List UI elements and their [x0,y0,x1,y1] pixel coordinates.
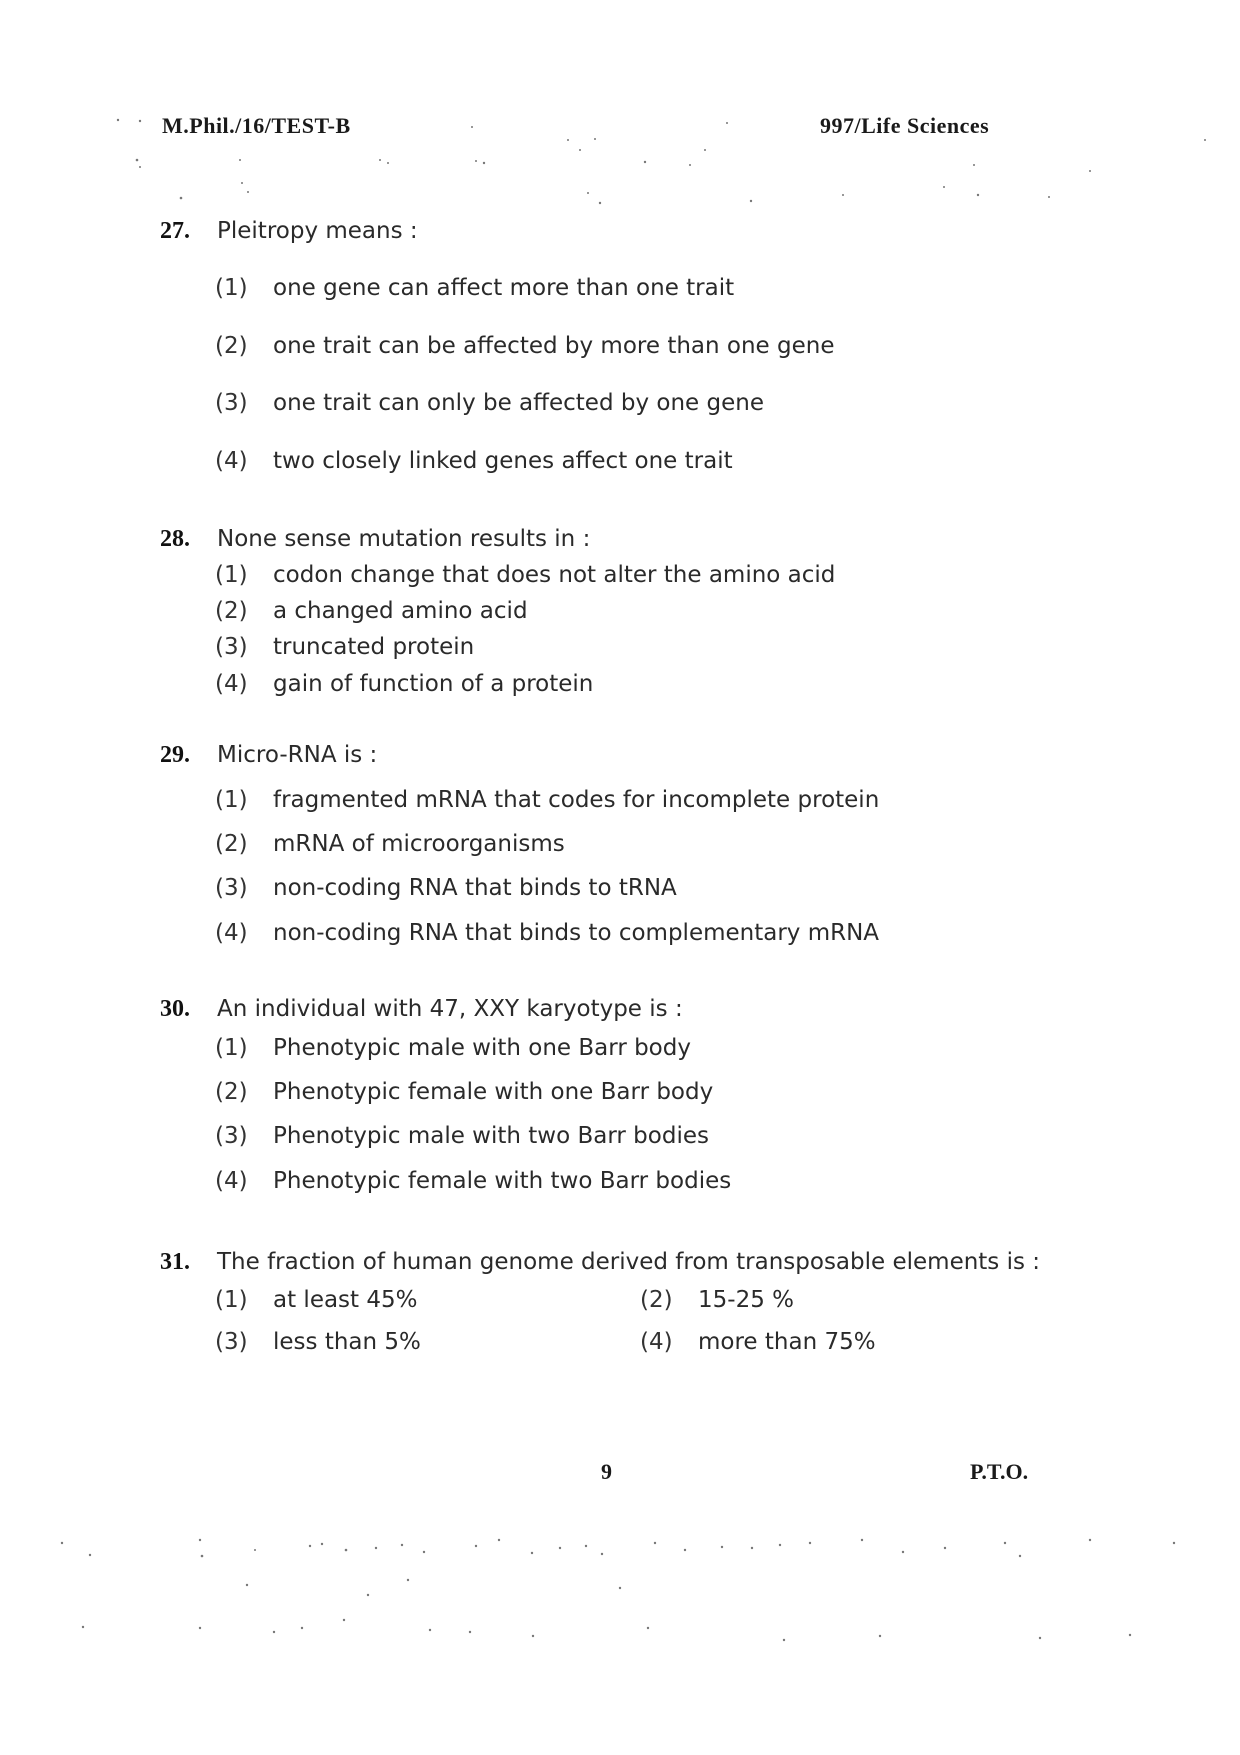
option-number: (1) [215,787,248,813]
option-1 [215,787,879,813]
please-turn-over: P.T.O. [970,1459,1029,1484]
option-text: Phenotypic female with one Barr body [273,1079,714,1105]
option-text: a changed amino acid [273,598,528,624]
option-number: (4) [215,920,248,946]
option-number: (4) [215,1168,248,1194]
option-2 [215,1079,713,1105]
subject-code: 997/Life Sciences [820,113,990,138]
question-text: Pleitropy means : [217,218,418,244]
page-number: 9 [601,1459,612,1484]
paper-code: M.Phil./16/TEST-B [162,113,351,138]
option-text: Phenotypic male with two Barr bodies [273,1123,709,1149]
option-number: (2) [640,1287,673,1313]
option-1 [215,275,734,301]
option-number: (2) [215,598,248,624]
option-text: 15-25 % [698,1287,794,1313]
option-number: (1) [215,275,248,301]
question-number: 29. [160,742,190,768]
option-4 [215,448,733,474]
question-29 [160,742,1080,946]
question-stem [160,1249,1080,1276]
option-number: (4) [215,448,248,474]
question-number: 31. [160,1249,190,1275]
question-31 [160,1249,1080,1355]
option-text: Phenotypic male with one Barr body [273,1035,691,1061]
option-text: at least 45% [273,1287,418,1313]
question-stem [160,996,1080,1023]
question-30 [160,996,1080,1194]
question-stem [160,742,1080,769]
option-number: (1) [215,1035,248,1061]
option-text: non-coding RNA that binds to tRNA [273,875,677,901]
option-2 [215,598,528,624]
option-4 [215,1168,731,1194]
option-text: less than 5% [273,1329,421,1355]
question-number: 28. [160,526,190,552]
option-text: mRNA of microorganisms [273,831,565,857]
option-2 [640,1287,794,1313]
question-text: None sense mutation results in : [217,526,591,552]
option-number: (3) [215,1123,248,1149]
option-number: (2) [215,333,248,359]
option-text: one trait can only be affected by one gene [273,390,764,416]
question-text: Micro-RNA is : [217,742,378,768]
option-number: (3) [215,1329,248,1355]
option-2 [215,333,834,359]
option-3 [215,390,764,416]
question-stem [160,218,1080,245]
option-text: non-coding RNA that binds to complementary mRNA [273,920,880,946]
question-text: The fraction of human genome derived from transposable elements is : [217,1249,1041,1275]
option-number: (3) [215,390,248,416]
option-number: (3) [215,875,248,901]
option-number: (1) [215,562,248,588]
option-text: codon change that does not alter the amino acid [273,562,836,588]
option-3 [215,634,474,660]
option-text: one gene can affect more than one trait [273,275,735,301]
option-text: Phenotypic female with two Barr bodies [273,1168,732,1194]
option-number: (1) [215,1287,248,1313]
option-text: truncated protein [273,634,475,660]
question-27 [160,218,1080,474]
option-number: (2) [215,831,248,857]
option-1 [215,1035,691,1061]
option-number: (2) [215,1079,248,1105]
option-number: (4) [640,1329,673,1355]
option-1 [215,1287,418,1313]
option-text: gain of function of a protein [273,671,594,697]
option-text: fragmented mRNA that codes for incomplete protein [273,787,880,813]
option-text: one trait can be affected by more than one gene [273,333,835,359]
option-3 [215,1329,421,1355]
option-4 [215,671,593,697]
option-number: (4) [215,671,248,697]
option-text: more than 75% [698,1329,876,1355]
option-3 [215,875,677,901]
option-1 [215,562,835,588]
question-number: 30. [160,996,190,1022]
question-stem [160,526,1080,553]
question-28 [160,526,1080,697]
option-text: two closely linked genes affect one trait [273,448,733,474]
option-4 [215,920,879,946]
option-2 [215,831,565,857]
question-number: 27. [160,218,190,244]
option-number: (3) [215,634,248,660]
option-3 [215,1123,709,1149]
question-text: An individual with 47, XXY karyotype is : [217,996,683,1022]
option-4 [640,1329,876,1355]
